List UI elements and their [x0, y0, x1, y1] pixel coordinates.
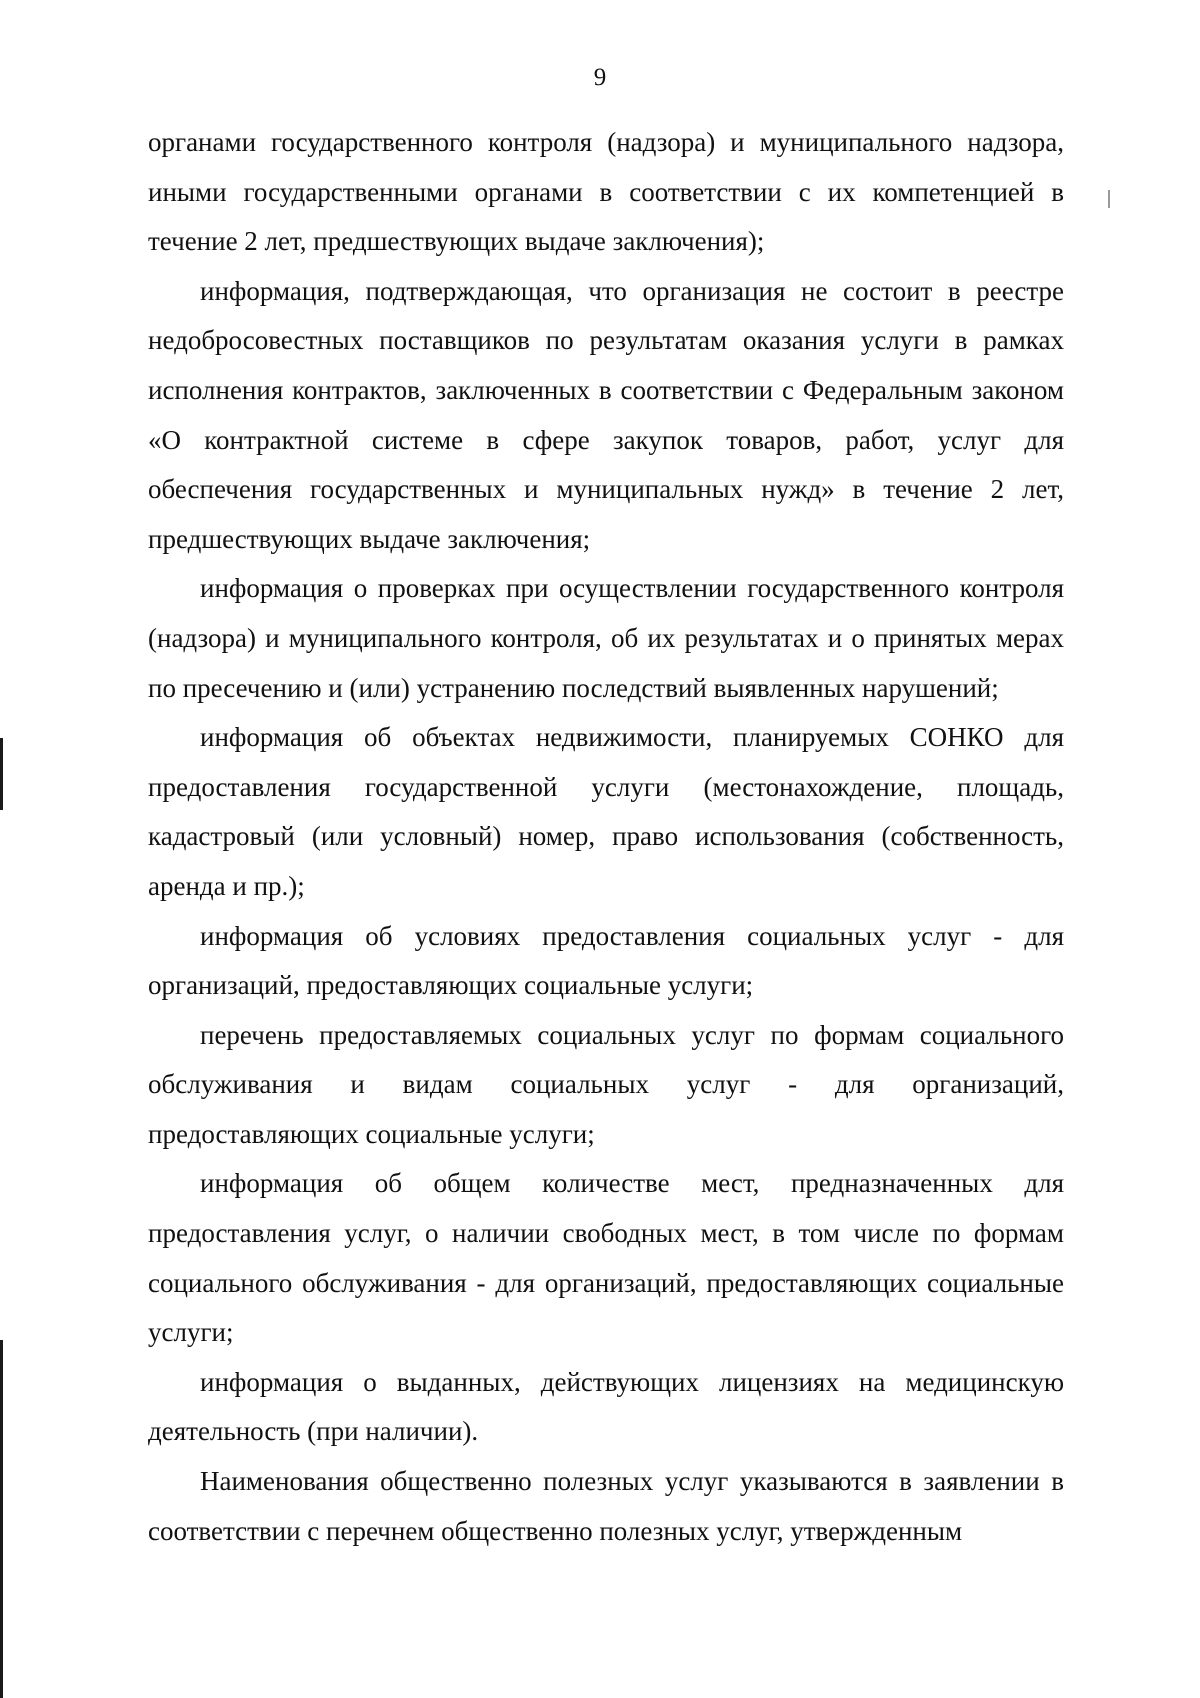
document-body [148, 118, 1064, 1556]
paragraph-services-list: перечень предоставляемых социальных услуг по формам социального обслуживания и видам социальных услуг - для организаций, предоставляющих социальные услуги; [148, 1019, 1064, 1149]
scan-edge-mark [0, 738, 3, 810]
paragraph-service-names: Наименования общественно полезных услуг указываются в заявлении в соответствии с перечнем общественно полезных услуг, утвержденным [148, 1466, 1064, 1546]
paragraph-places-count: информация об общем количестве мест, предназначенных для предоставления услуг, о наличии свободных мест, в том числе по формам социального обслуживания - для организаций, предоставляющих социальные услуги; [148, 1168, 1064, 1348]
paragraph-service-conditions: информация об условиях предоставления социальных услуг - для организаций, предоставляющих социальные услуги; [148, 920, 1064, 1001]
paragraph-dishonest-suppliers: информация, подтверждающая, что организация не состоит в реестре недобросовестных поставщиков по результатам оказания услуги в рамках исполнения контрактов, заключенных в соответствии с Федеральным законом «О контрактной системе в сфере закупок товаров, работ, услуг для обеспечения государственных и муниципальных нужд» в течение 2 лет, предшествующих выдаче заключения; [148, 275, 1064, 554]
page-number: 9 [593, 64, 607, 91]
paragraph-medical-licenses: информация о выданных, действующих лицензиях на медицинскую деятельность (при наличии). [148, 1366, 1064, 1447]
scan-edge-mark [0, 1340, 3, 1698]
scan-speck [1108, 190, 1110, 208]
paragraph-continuation: органами государственного контроля (надзора) и муниципального надзора, иными государственными органами в соответствии с их компетенцией в течение 2 лет, предшествующих выдаче заключения); [148, 127, 1064, 257]
paragraph-real-estate: информация об объектах недвижимости, планируемых СОНКО для предоставления государственной услуги (местонахождение, площадь, кадастровый (или условный) номер, право использования (собственность, аренда и пр.); [148, 722, 1064, 901]
paragraph-inspections: информация о проверках при осуществлении государственного контроля (надзора) и муниципального контроля, об их результатах и о принятых мерах по пресечению и (или) устранению последствий выявленных нарушений; [148, 573, 1064, 703]
